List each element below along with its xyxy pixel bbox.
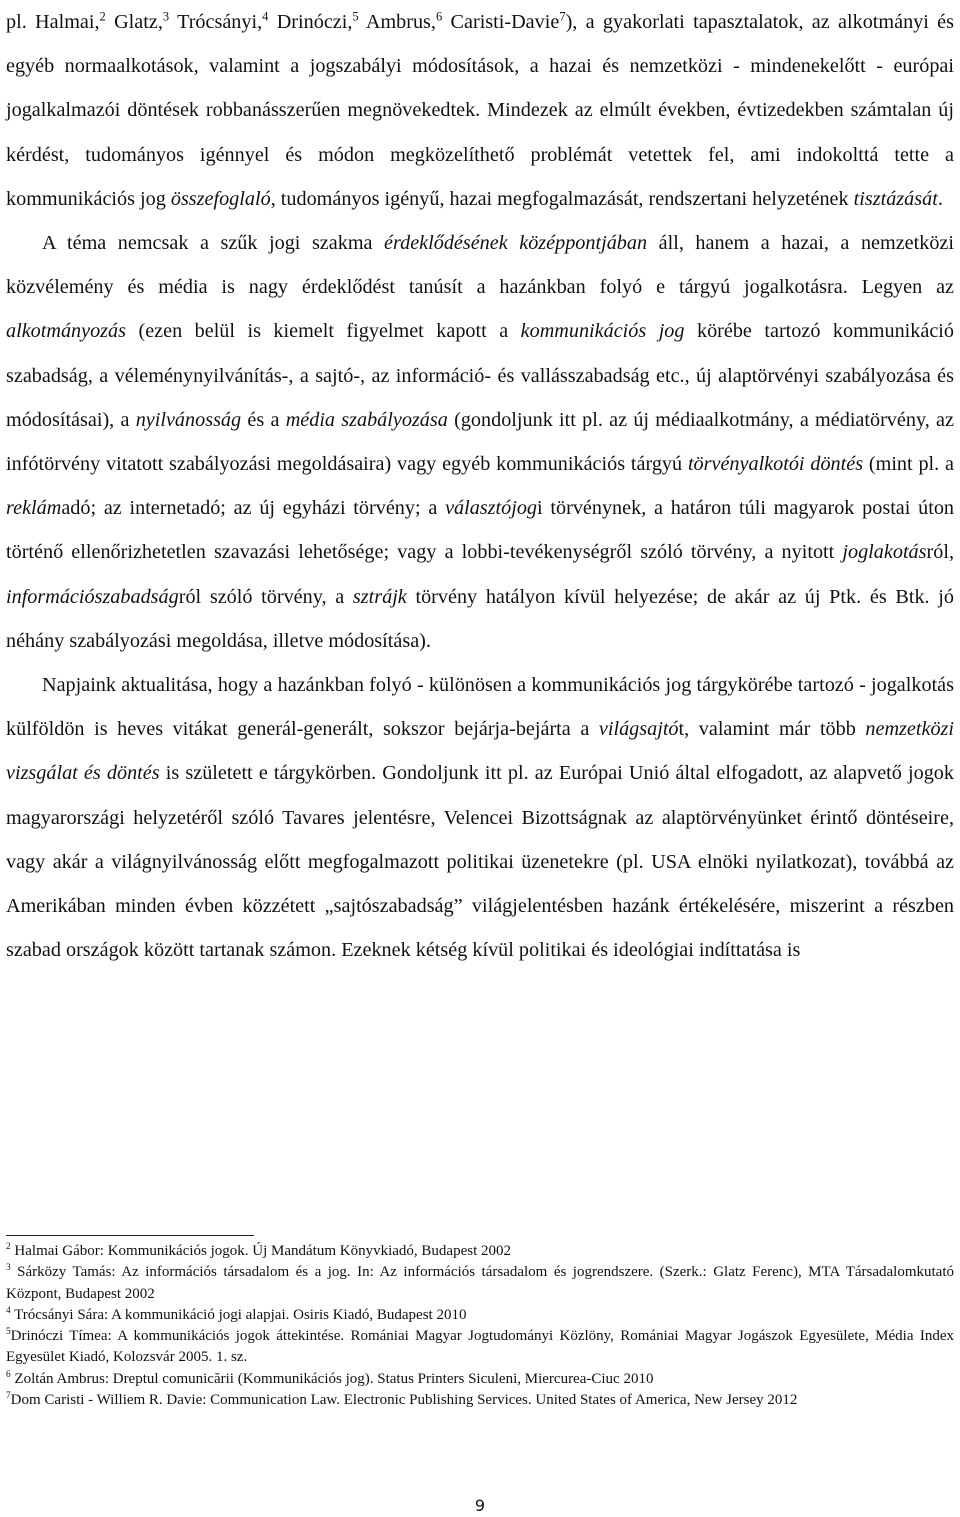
italic-text: érdeklődésének középpontjában [384, 232, 648, 255]
text-run: Glatz, [105, 11, 163, 33]
footnote [6, 1262, 954, 1305]
body-text [6, 0, 954, 972]
text-run: i törvénynek, a határon túli magyarok postai úton történő ellenőrizhetetlen szavazási lehetősége; vagy a lobbi-tevékenységről szóló törvény, a nyitott [6, 497, 955, 564]
text-run: Ambrus, [358, 11, 436, 33]
footnote-number: 6 [6, 1369, 11, 1380]
text-run: ), a gyakorlati tapasztalatok, az alkotmányi és egyéb normaalkotások, valamint a jogszabályi módosítások, a hazai és nemzetközi - mindenekelőtt - európai jogalkalmazói döntések robbanásszerűen megnövekedtek. Mindezek az elmúlt években, évtizedekben számtalan új kérdést, tudományos igénnyel és módon megközelíthető problémát vetettek fel, ami indokolttá tette a kommunikációs jog [6, 11, 954, 210]
italic-text: tisztázását [853, 187, 938, 210]
text-run: (ezen belül is kiemelt figyelmet kapott a [126, 320, 521, 343]
italic-text: összefoglaló [170, 187, 271, 210]
footnotes [6, 1241, 954, 1411]
text-run: t, valamint már több [678, 718, 866, 741]
paragraph [6, 221, 954, 663]
paragraph [6, 0, 954, 221]
page-number: 9 [474, 1496, 486, 1515]
footnote-number: 5 [6, 1327, 11, 1338]
footnote-reference: 5 [352, 9, 359, 24]
footnote-number: 3 [6, 1263, 11, 1274]
footnote-reference: 6 [435, 9, 443, 24]
text-run: Napjaink aktualitása, hogy a hazánkban folyó - különösen a kommunikációs jog tárgykörébe tartozó - jogalkotás külföldön is heves vitákat generál-generált, sokszor bejárja-bejárta a [6, 674, 954, 741]
footnote-reference: 3 [162, 9, 170, 24]
text-run: Drinóczi, [268, 11, 353, 33]
italic-text: reklám [6, 497, 62, 520]
text-run: Caristi-Davie [442, 11, 560, 33]
footnote [6, 1390, 954, 1411]
text-run: . [937, 187, 943, 210]
footnote [6, 1326, 954, 1369]
italic-text: választójog [445, 497, 538, 520]
italic-text: világsajtó [598, 718, 679, 741]
italic-text: információszabadság [6, 585, 179, 608]
footnote-text: Zoltán Ambrus: Dreptul comunicării (Kommunikációs jog). Status Printers Siculeni, Miercurea-Ciuc 2010 [10, 1370, 654, 1387]
text-run: A téma nemcsak a szűk jogi szakma [42, 232, 385, 255]
footnote-separator [6, 1235, 254, 1236]
text-run: adó; az internetadó; az új egyházi törvény; a [61, 497, 446, 520]
text-run: (mint pl. a [863, 453, 954, 476]
text-run: pl. Halmai, [6, 11, 100, 33]
text-run: (gondoljunk itt pl. az új médiaalkotmány, a médiatörvény, az infótörvény vitatott szabályozási megoldásaira) vagy egyéb kommunikációs tárgyú [6, 408, 954, 476]
text-run: Trócsányi, [169, 11, 263, 33]
footnote-text: Trócsányi Sára: A kommunikáció jogi alapjai. Osiris Kiadó, Budapest 2010 [10, 1306, 467, 1323]
text-run: , tudományos igényű, hazai megfogalmazását, rendszertani helyzetének [270, 187, 854, 210]
footnote-text: Halmai Gábor: Kommunikációs jogok. Új Mandátum Könyvkiadó, Budapest 2002 [10, 1243, 512, 1259]
footnote-number: 4 [6, 1305, 11, 1316]
italic-text: média szabályozása [285, 408, 448, 431]
footnote-text: Sárközy Tamás: Az információs társadalom és a jog. In: Az információs társadalom és jogrendszere. (Szerk.: Glatz Ferenc), MTA Társadalomkutató Központ, Budapest 2002 [6, 1264, 954, 1302]
text-run: és a [241, 408, 286, 431]
footnote-reference: 7 [559, 9, 566, 24]
text-run: ról, [926, 541, 954, 564]
footnote-reference: 2 [99, 9, 106, 24]
footnote-number: 2 [6, 1242, 11, 1252]
italic-text: nyilvánosság [135, 408, 242, 431]
text-run: áll, hanem a hazai, a nemzetközi közvélemény és média is nagy érdeklődést tanúsít a hazánkban folyó e tárgyú jogalkotásra. Legyen az [6, 232, 954, 299]
paragraph [6, 663, 954, 972]
italic-text: nemzetközi vizsgálat és döntés [6, 718, 954, 785]
footnote [6, 1305, 954, 1326]
italic-text: sztrájk [352, 585, 407, 608]
text-run: körébe tartozó kommunikáció szabadság, a véleménynyilvánítás-, a sajtó-, az információ- és vallásszabadság etc., új alaptörvényi szabályozása és módosításai), a [6, 320, 954, 431]
footnote-number: 7 [6, 1391, 11, 1402]
footnote-reference: 4 [262, 9, 269, 24]
footnote-text: Dom Caristi - Williem R. Davie: Communication Law. Electronic Publishing Services. United States of America, New Jersey 2012 [10, 1392, 798, 1409]
italic-text: törvényalkotói döntés [687, 453, 864, 476]
italic-text: joglakotás [842, 541, 927, 564]
text-run: ról szóló törvény, a [178, 585, 353, 608]
text-run: is született e tárgykörben. Gondoljunk itt pl. az Európai Unió által elfogadott, az alapvető jogok magyarországi helyzetéről szóló Tavares jelentésre, Velencei Bizottságnak az alaptörvényünket érintő döntéseire, vagy akár a világnyilvánosság előtt megfogalmazott politikai üzenetekre (pl. USA elnöki nyilatkozat), továbbá az Amerikában minden évben közzétett „sajtószabadság” világjelentésben hazánk értékelésére, miszerint a részben szabad országok között tartanak számon. Ezeknek kétség kívül politikai és ideológiai indíttatása is [6, 762, 954, 962]
footnote-text: Drinóczi Tímea: A kommunikációs jogok áttekintése. Romániai Magyar Jogtudományi Közlöny, Romániai Magyar Jogászok Egyesülete, Média Index Egyesület Kiadó, Kolozsvár 2005. 1. sz. [6, 1328, 954, 1366]
text-run: törvény hatályon kívül helyezése; de akár az új Ptk. és Btk. jó néhány szabályozási megoldása, illetve módosítása). [6, 585, 954, 652]
italic-text: alkotmányozás [6, 320, 126, 343]
footnote [6, 1241, 954, 1262]
footnote [6, 1369, 954, 1390]
italic-text: kommunikációs jog [520, 320, 685, 343]
